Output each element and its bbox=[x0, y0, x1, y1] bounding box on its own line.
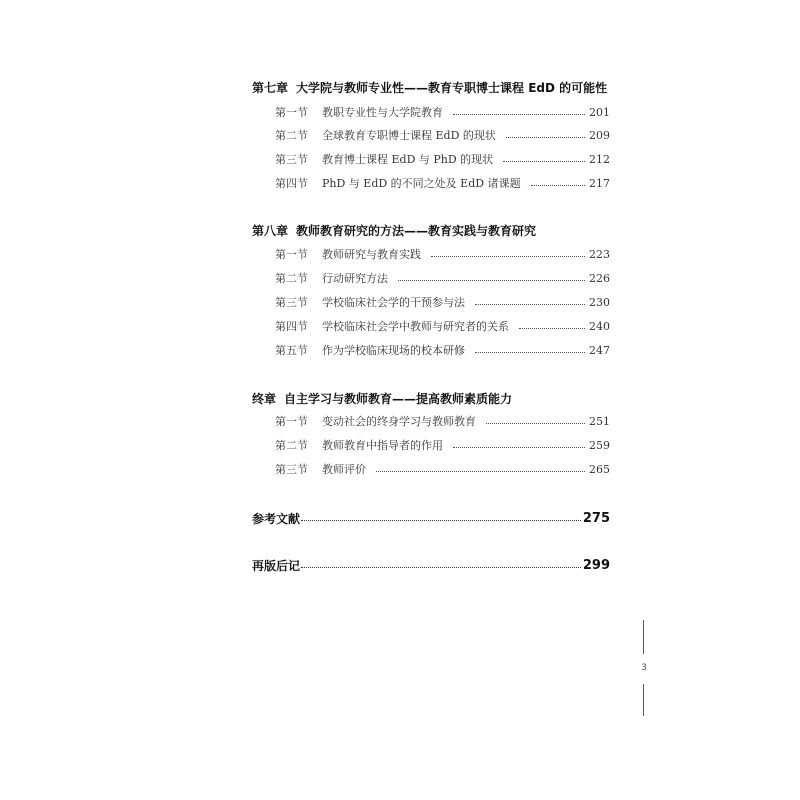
toc-entry[interactable] bbox=[275, 104, 610, 120]
toc-entry[interactable] bbox=[275, 246, 610, 262]
toc-entry[interactable] bbox=[275, 461, 610, 477]
toc-entry-afterword[interactable] bbox=[252, 556, 610, 574]
section-number: 第三节 bbox=[275, 296, 308, 309]
page-folio: 3 bbox=[641, 663, 647, 673]
page-number: 275 bbox=[582, 510, 610, 526]
section-number: 第四节 bbox=[275, 320, 308, 333]
section-title: 学校临床社会学中教师与研究者的关系 bbox=[322, 320, 509, 333]
page-number: 230 bbox=[589, 295, 610, 309]
chapter-heading bbox=[252, 390, 512, 407]
dot-leader bbox=[301, 566, 581, 568]
toc-entry[interactable] bbox=[275, 437, 610, 453]
page-number: 247 bbox=[589, 343, 610, 357]
section-title: PhD 与 EdD 的不同之处及 EdD 诸课题 bbox=[322, 177, 521, 190]
page-number: 226 bbox=[589, 271, 610, 285]
section-number: 第一节 bbox=[275, 106, 308, 119]
section-title: 教职专业性与大学院教育 bbox=[322, 106, 443, 119]
chapter-number: 终章 bbox=[252, 392, 277, 406]
dot-leader bbox=[431, 255, 585, 257]
chapter-number: 第八章 bbox=[252, 224, 289, 238]
section-title: 作为学校临床现场的校本研修 bbox=[322, 344, 465, 357]
page-number: 251 bbox=[589, 414, 610, 428]
toc-entry[interactable] bbox=[275, 294, 610, 310]
page-number: 259 bbox=[589, 438, 610, 452]
section-number: 第三节 bbox=[275, 153, 308, 166]
section-number: 第一节 bbox=[275, 415, 308, 428]
chapter-title: 自主学习与教师教育——提高教师素质能力 bbox=[284, 392, 513, 406]
page-number: 240 bbox=[589, 319, 610, 333]
toc-entry[interactable] bbox=[275, 175, 610, 191]
section-title: 学校临床社会学的干预参与法 bbox=[322, 296, 465, 309]
dot-leader bbox=[301, 519, 581, 521]
chapter-number: 第七章 bbox=[252, 81, 289, 95]
page-number: 265 bbox=[589, 462, 610, 476]
page-number: 217 bbox=[589, 176, 610, 190]
toc-entry-references[interactable] bbox=[252, 509, 610, 527]
dot-leader bbox=[453, 113, 585, 115]
dot-leader bbox=[506, 136, 585, 138]
chapter-title: 大学院与教师专业性——教育专职博士课程 EdD 的可能性 bbox=[296, 81, 608, 95]
section-number: 第五节 bbox=[275, 344, 308, 357]
toc-entry[interactable] bbox=[275, 127, 610, 143]
dot-leader bbox=[503, 160, 585, 162]
toc-entry[interactable] bbox=[275, 270, 610, 286]
section-title: 行动研究方法 bbox=[322, 272, 388, 285]
dot-leader bbox=[475, 351, 585, 353]
section-number: 第二节 bbox=[275, 129, 308, 142]
section-title: 教师评价 bbox=[322, 463, 366, 476]
dot-leader bbox=[376, 470, 585, 472]
dot-leader bbox=[519, 327, 585, 329]
toc-entry[interactable] bbox=[275, 342, 610, 358]
section-title: 教师教育中指导者的作用 bbox=[322, 439, 443, 452]
toc-entry[interactable] bbox=[275, 318, 610, 334]
section-title: 变动社会的终身学习与教师教育 bbox=[322, 415, 476, 428]
section-number: 第一节 bbox=[275, 248, 308, 261]
section-title: 全球教育专职博士课程 EdD 的现状 bbox=[322, 129, 496, 142]
dot-leader bbox=[398, 279, 585, 281]
chapter-title: 教师教育研究的方法——教育实践与教育研究 bbox=[296, 224, 537, 238]
back-matter-title: 再版后记 bbox=[252, 558, 301, 573]
folio-rule-bottom bbox=[643, 684, 644, 716]
toc-entry[interactable] bbox=[275, 151, 610, 167]
dot-leader bbox=[453, 446, 585, 448]
back-matter-title: 参考文献 bbox=[252, 511, 301, 526]
dot-leader bbox=[475, 303, 585, 305]
page-number: 201 bbox=[589, 105, 610, 119]
page-number: 209 bbox=[589, 128, 610, 142]
chapter-heading bbox=[252, 222, 536, 239]
page-number: 212 bbox=[589, 152, 610, 166]
dot-leader bbox=[486, 422, 585, 424]
chapter-heading bbox=[252, 79, 607, 96]
section-number: 第三节 bbox=[275, 463, 308, 476]
dot-leader bbox=[531, 184, 585, 186]
folio-rule-top bbox=[643, 620, 644, 654]
section-number: 第二节 bbox=[275, 439, 308, 452]
page-number: 299 bbox=[582, 557, 610, 573]
section-number: 第二节 bbox=[275, 272, 308, 285]
page-number: 223 bbox=[589, 247, 610, 261]
toc-entry[interactable] bbox=[275, 413, 610, 429]
section-title: 教师研究与教育实践 bbox=[322, 248, 421, 261]
section-number: 第四节 bbox=[275, 177, 308, 190]
section-title: 教育博士课程 EdD 与 PhD 的现状 bbox=[322, 153, 494, 166]
